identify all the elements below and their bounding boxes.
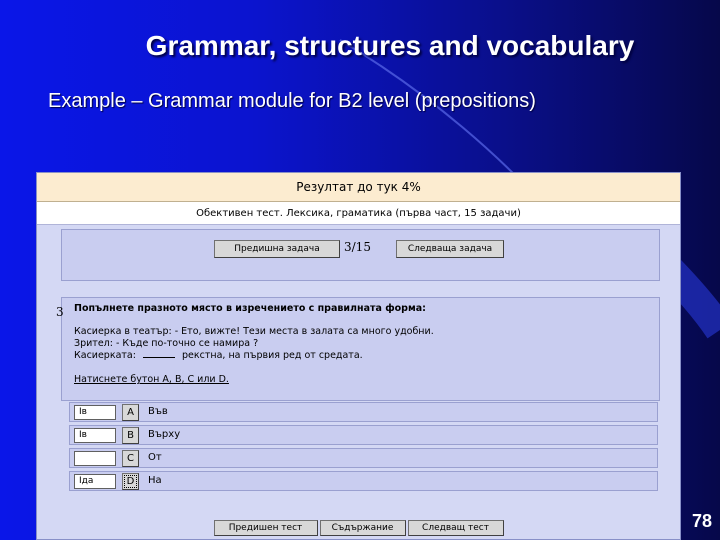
answer-input-a[interactable]: Iв: [74, 405, 116, 420]
blank-gap: [143, 357, 175, 358]
answer-row-c: [69, 448, 658, 468]
answer-input-d[interactable]: Iда: [74, 474, 116, 489]
prev-test-button[interactable]: Предишен тест: [214, 520, 318, 536]
dialog-line-3-prefix: Касиерката:: [74, 350, 136, 361]
question-instruction: Попълнете празното място в изречението с правилната форма:: [74, 303, 426, 314]
answer-text-c: От: [148, 452, 162, 463]
page-number: 78: [691, 511, 712, 531]
answer-input-c[interactable]: [74, 451, 116, 466]
question-panel: [56, 297, 660, 401]
next-test-button[interactable]: Следващ тест: [408, 520, 504, 536]
answer-row-b: [69, 425, 658, 445]
answer-row-d: [69, 471, 658, 491]
answer-button-d[interactable]: D: [122, 473, 139, 490]
test-application: [36, 172, 681, 540]
contents-button[interactable]: Съдържание: [320, 520, 406, 536]
dialog-line-3: [74, 350, 363, 361]
next-task-button[interactable]: Следваща задача: [396, 240, 504, 258]
dialog-line-2: Зрител: - Къде по-точно се намира ?: [74, 338, 259, 349]
answer-input-b[interactable]: Iв: [74, 428, 116, 443]
result-bar: Резултат до тук 4%: [37, 173, 680, 202]
test-info: Обективен тест. Лексика, граматика (първа част, 15 задачи): [37, 202, 680, 225]
prev-task-button[interactable]: Предишна задача: [214, 240, 340, 258]
answer-text-a: Във: [148, 406, 168, 417]
answer-row-a: [69, 402, 658, 422]
answer-text-b: Върху: [148, 429, 181, 440]
slide-title: Grammar, structures and vocabulary: [145, 30, 635, 61]
answer-button-c[interactable]: C: [122, 450, 139, 467]
hint-text: Натиснете бутон A, B, C или D.: [74, 374, 229, 385]
dialog-line-1: Касиерка в театър: - Ето, вижте! Тези места в залата са много удобни.: [74, 326, 434, 337]
footer-nav: [37, 517, 680, 539]
task-navigation-panel: [61, 229, 660, 281]
dialog-line-3-suffix: рекстна, на първия ред от средата.: [182, 350, 363, 361]
task-counter: 3/15: [344, 240, 371, 254]
answer-button-a[interactable]: A: [122, 404, 139, 421]
answer-text-d: На: [148, 475, 162, 486]
question-number: 3: [56, 305, 64, 319]
slide-subtitle: Example – Grammar module for B2 level (prepositions): [48, 90, 536, 112]
answer-button-b[interactable]: B: [122, 427, 139, 444]
